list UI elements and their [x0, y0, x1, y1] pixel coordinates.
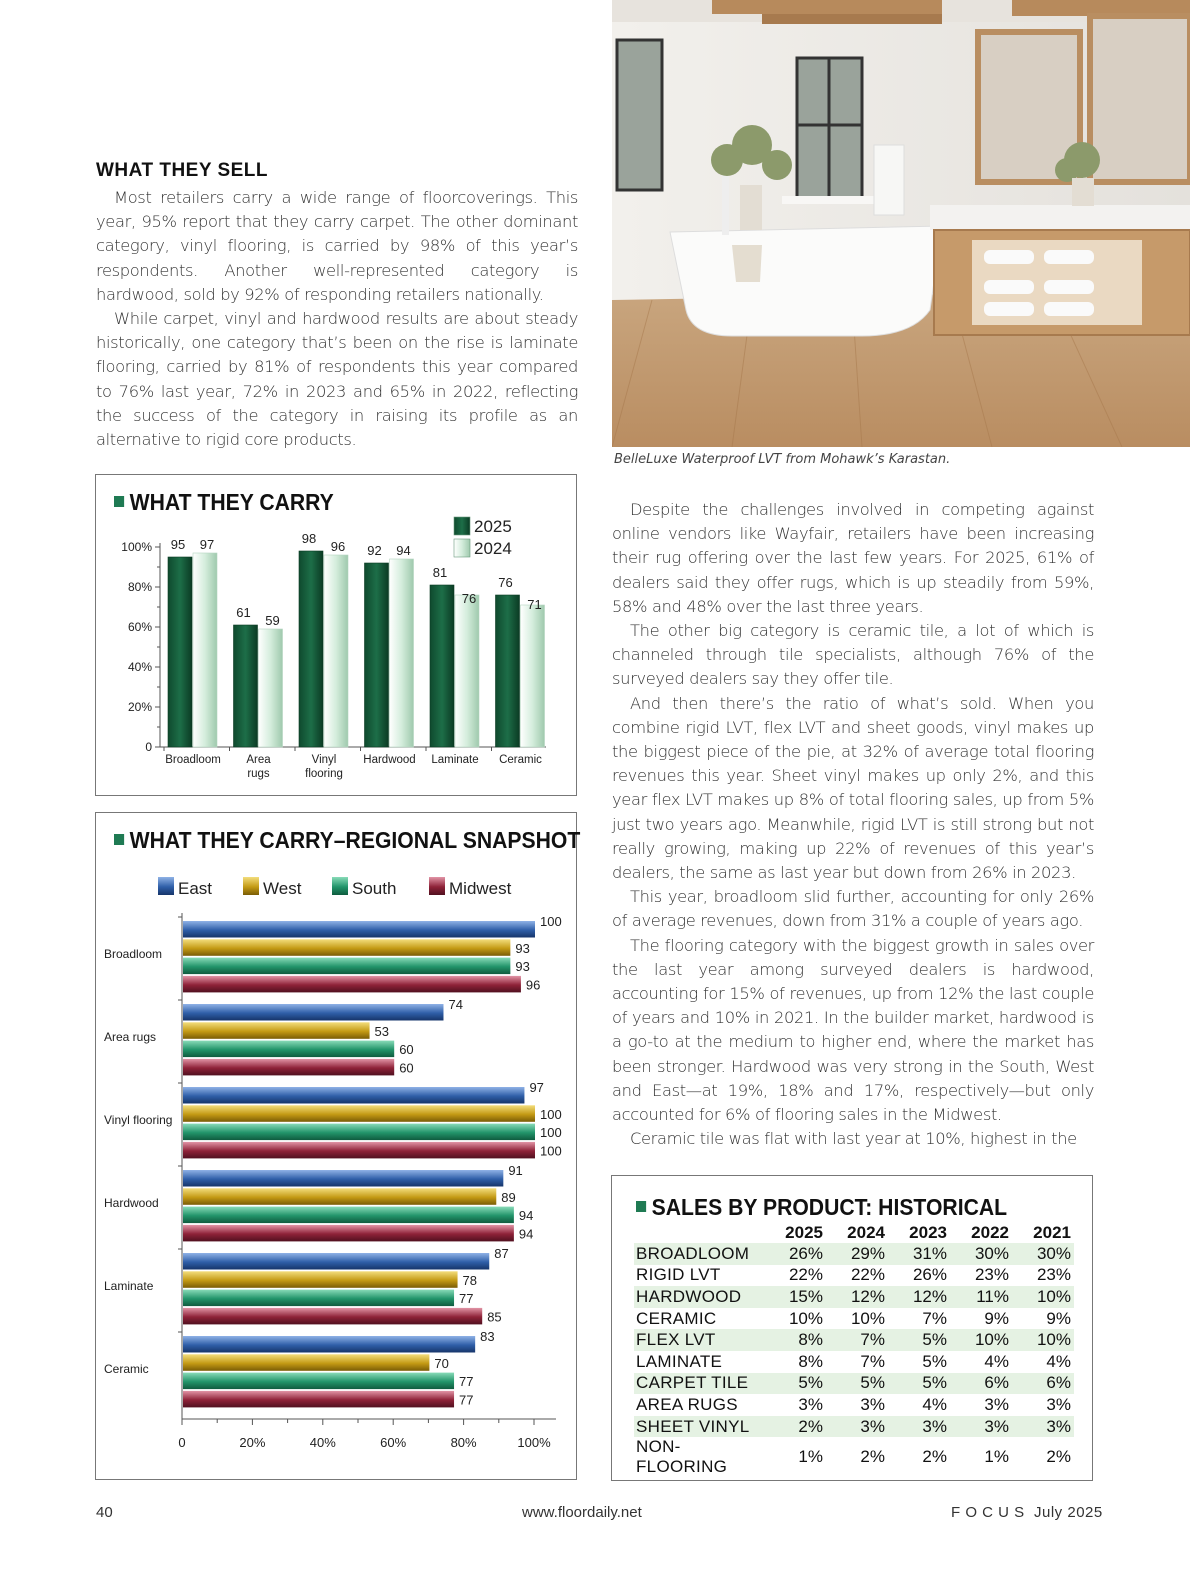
legend-label: West	[263, 879, 302, 898]
bar-Midwest	[183, 1142, 535, 1159]
chart-title: WHAT THEY CARRY	[129, 489, 334, 515]
paragraph: And then there’s the ratio of what’s sold. When you combine rigid LVT, flex LVT and sheet goods, vinyl makes up the biggest piece of the pie, at 32% of average total flooring revenues this year. Sheet vinyl makes up only 2%, and this year flex LVT makes up 8% of total flooring sales, up from 5% just two years ago. Meanwhile, rigid LVT is still strong but not really growing, making up 22% of revenues of this year’s dealers, the same as last year but down from 26% in 2023.	[612, 693, 1094, 883]
y-tick-label: 0	[145, 740, 152, 754]
row-label: AREA RUGS	[636, 1394, 738, 1414]
cell-value: 7%	[922, 1308, 947, 1328]
bar-South	[183, 958, 510, 975]
legend-label: South	[352, 879, 397, 898]
data-label: 81	[432, 565, 448, 580]
x-tick-label: 60%	[380, 1435, 407, 1450]
cell-value: 30%	[950, 1243, 1012, 1265]
cell-value: 8%	[764, 1329, 826, 1351]
paragraph: Ceramic tile was flat with last year at 10%, highest in the	[630, 1129, 1077, 1149]
bar-Midwest	[183, 976, 521, 993]
data-label: 83	[480, 1329, 495, 1344]
cell-value: 10%	[788, 1308, 823, 1328]
cell-value: 2%	[1046, 1447, 1071, 1467]
bar-2024	[521, 605, 545, 747]
section-heading: WHAT THEY SELL	[96, 160, 269, 181]
header-blank	[634, 1222, 764, 1243]
row-label: SHEET VINYL	[634, 1416, 764, 1438]
cell-value: 26%	[912, 1265, 947, 1285]
legend-label: Midwest	[449, 879, 512, 898]
data-label: 77	[459, 1374, 474, 1390]
table-row	[634, 1416, 1074, 1438]
cell-value: 4%	[984, 1351, 1009, 1371]
cell-value: 2%	[860, 1447, 885, 1467]
y-tick-label: Hardwood	[104, 1196, 159, 1210]
cell-value: 10%	[950, 1329, 1012, 1351]
legend-swatch	[454, 539, 470, 557]
y-tick-label: Area rugs	[104, 1030, 157, 1044]
table-row	[634, 1394, 1074, 1416]
x-tick-label: 80%	[450, 1435, 477, 1450]
cell-value: 4%	[922, 1394, 947, 1414]
bar-East	[183, 1004, 443, 1021]
cell-value: 7%	[826, 1329, 888, 1351]
legend-label: 2024	[474, 539, 512, 558]
bar-2025	[234, 625, 258, 747]
header-year: 2023	[909, 1222, 947, 1242]
bar-South	[183, 1041, 394, 1058]
paragraph: The other big category is ceramic tile, a lot of which is channeled through tile specialists, although 76% of the surveyed dealers say they offer tile.	[612, 621, 1094, 689]
bar-2025	[365, 563, 389, 747]
regional-snapshot-chart	[95, 812, 581, 1480]
chart-title: WHAT THEY CARRY–REGIONAL SNAPSHOT	[129, 827, 581, 853]
data-label: 96	[330, 539, 346, 554]
legend-swatch	[243, 877, 259, 895]
cell-value: 3%	[1046, 1394, 1071, 1414]
y-tick-label: 100%	[121, 540, 152, 554]
cell-value: 1%	[798, 1447, 823, 1467]
bar-2025	[496, 595, 520, 747]
paragraph: This year, broadloom slid further, accounting for only 26% of average revenues, down from 31% a couple of years ago.	[612, 887, 1094, 931]
sales-by-product-table	[611, 1175, 1093, 1481]
page-number: 40	[96, 1504, 113, 1521]
paragraph: Most retailers carry a wide range of floorcoverings. This year, 95% report that they carry carpet. The other dominant category, vinyl flooring, is carried by 98% of this year’s respondents. Another well-represented category is hardwood, sold by 92% of responding retailers nationally.	[96, 188, 578, 304]
data-label: 100	[540, 914, 562, 929]
cell-value: 3%	[826, 1416, 888, 1438]
x-tick-label: Vinyl	[311, 754, 337, 766]
x-tick-label: 100%	[517, 1435, 551, 1450]
what-they-carry-chart	[95, 474, 577, 796]
bar-East	[183, 1087, 524, 1104]
table-title: SALES BY PRODUCT: HISTORICAL	[651, 1194, 1008, 1220]
vertical-bar-chart	[96, 475, 576, 795]
bar-West	[183, 1105, 535, 1122]
x-tick-label: 0	[178, 1435, 186, 1450]
bar-2025	[168, 557, 192, 747]
y-tick-label: 60%	[127, 620, 152, 634]
cell-value: 3%	[888, 1416, 950, 1438]
data-label: 95	[170, 537, 186, 552]
row-label: CERAMIC	[636, 1308, 717, 1328]
cell-value: 8%	[798, 1351, 823, 1371]
data-label: 60	[399, 1060, 414, 1076]
cell-value: 9%	[984, 1308, 1009, 1328]
cell-value: 11%	[950, 1286, 1012, 1308]
cell-value: 23%	[974, 1265, 1009, 1285]
cell-value: 3%	[798, 1394, 823, 1414]
bar-South	[183, 1124, 535, 1141]
row-label: CARPET TILE	[634, 1373, 764, 1395]
header-year: 2024	[847, 1222, 885, 1242]
cell-value: 23%	[1036, 1265, 1071, 1285]
bar-West	[183, 1188, 496, 1205]
row-label: NON-FLOORING	[636, 1437, 728, 1477]
x-tick-label: rugs	[247, 768, 270, 780]
header-year: 2022	[971, 1222, 1009, 1242]
data-label: 87	[494, 1246, 509, 1261]
x-tick-label: flooring	[305, 768, 343, 780]
bar-2025	[299, 551, 323, 747]
data-label: 93	[515, 940, 530, 956]
bar-2024	[193, 553, 217, 747]
cell-value: 1%	[984, 1447, 1009, 1467]
website-url: www.floordaily.net	[522, 1504, 642, 1521]
data-label: 61	[236, 605, 251, 620]
row-label: HARDWOOD	[634, 1286, 764, 1308]
y-tick-label: Broadloom	[104, 947, 163, 961]
cell-value: 9%	[1046, 1308, 1071, 1328]
data-label: 76	[498, 575, 513, 590]
bar-East	[183, 921, 535, 938]
data-label: 89	[501, 1189, 516, 1205]
x-tick-label: Area	[246, 754, 271, 766]
cell-value: 5%	[826, 1373, 888, 1395]
cell-value: 2%	[764, 1416, 826, 1438]
data-label: 94	[396, 543, 411, 558]
table-row	[634, 1351, 1074, 1373]
table-row	[634, 1437, 1074, 1477]
y-tick-label: 20%	[127, 700, 152, 714]
data-label: 70	[434, 1355, 449, 1371]
data-label: 85	[487, 1309, 502, 1325]
cell-value: 12%	[888, 1286, 950, 1308]
data-label: 78	[462, 1272, 478, 1288]
data-label: 94	[518, 1208, 534, 1224]
row-label: RIGID LVT	[636, 1265, 721, 1285]
bar-Midwest	[183, 1308, 482, 1325]
cell-value: 3%	[984, 1394, 1009, 1414]
paragraph: Despite the challenges involved in competing against online vendors like Wayfair, retailers have been increasing their rug offering over the last few years. For 2025, 61% of dealers said they offer rugs, which is up steadily from 59%, 58% and 48% over the last three years.	[612, 500, 1094, 616]
bar-East	[183, 1253, 489, 1270]
cell-value: 30%	[1012, 1243, 1074, 1265]
y-tick-label: 80%	[127, 580, 152, 594]
cell-value: 3%	[1012, 1416, 1074, 1438]
bar-South	[183, 1373, 454, 1390]
y-tick-label: 40%	[127, 660, 152, 674]
table-row	[634, 1373, 1074, 1395]
x-tick-label: Broadloom	[165, 754, 221, 766]
x-tick-label: 40%	[309, 1435, 336, 1450]
data-label: 100	[540, 1125, 562, 1141]
bar-East	[183, 1336, 475, 1353]
bar-Midwest	[183, 1059, 394, 1076]
cell-value: 31%	[888, 1243, 950, 1265]
cell-value: 5%	[922, 1351, 947, 1371]
bar-2024	[455, 595, 479, 747]
y-tick-label: Ceramic	[104, 1362, 149, 1376]
data-label: 94	[518, 1226, 534, 1242]
data-label: 71	[527, 597, 542, 612]
cell-value: 6%	[1012, 1373, 1074, 1395]
title-marker	[636, 1201, 646, 1212]
cell-value: 3%	[860, 1394, 885, 1414]
bar-Midwest	[183, 1225, 514, 1242]
photo-caption: BelleLuxe Waterproof LVT from Mohawk’s Karastan.	[614, 452, 951, 467]
legend-swatch	[429, 877, 445, 895]
bar-West	[183, 1022, 370, 1039]
bar-East	[183, 1170, 503, 1187]
table-row	[634, 1243, 1074, 1265]
cell-value: 12%	[826, 1286, 888, 1308]
data-label: 53	[374, 1023, 390, 1039]
header-year: 2025	[785, 1222, 823, 1242]
x-tick-label: Ceramic	[499, 754, 542, 766]
product-photo	[612, 0, 1190, 447]
article-right-column	[612, 498, 1094, 1151]
x-tick-label: 20%	[239, 1435, 266, 1450]
cell-value: 4%	[1046, 1351, 1071, 1371]
cell-value: 22%	[788, 1265, 823, 1285]
data-label: 76	[461, 591, 477, 606]
bar-2025	[430, 585, 454, 747]
data-label: 92	[367, 543, 382, 558]
cell-value: 26%	[764, 1243, 826, 1265]
cell-value: 10%	[1012, 1286, 1074, 1308]
publication-info: F O C U S July 2025	[951, 1504, 1103, 1521]
x-tick-label: Hardwood	[363, 754, 416, 766]
y-tick-label: Vinyl flooring	[104, 1113, 173, 1127]
paragraph: While carpet, vinyl and hardwood results are about steady historically, one category that’s been on the rise is laminate flooring, carried by 81% of respondents this year compared to 76% last year, 72% in 2023 and 65% in 2022, reflecting the success of the category in raising its profile as an alternative to rigid core products.	[96, 309, 578, 450]
data-label: 97	[529, 1080, 544, 1095]
table-row	[634, 1286, 1074, 1308]
cell-value: 29%	[826, 1243, 888, 1265]
data-label: 60	[399, 1042, 414, 1058]
legend-label: East	[178, 879, 213, 898]
legend-label: 2025	[474, 517, 512, 536]
cell-value: 3%	[950, 1416, 1012, 1438]
cell-value: 2%	[922, 1447, 947, 1467]
data-label: 91	[508, 1163, 523, 1178]
bar-Midwest	[183, 1391, 454, 1408]
data-label: 98	[301, 531, 317, 546]
table-row	[634, 1265, 1074, 1287]
sales-table	[634, 1222, 1074, 1477]
bar-2024	[390, 559, 414, 747]
row-label: LAMINATE	[636, 1351, 723, 1371]
data-label: 96	[525, 977, 541, 993]
data-label: 77	[459, 1392, 474, 1408]
x-tick-label: Laminate	[431, 754, 479, 766]
cell-value: 10%	[1012, 1329, 1074, 1351]
cell-value: 7%	[860, 1351, 885, 1371]
cell-value: 15%	[764, 1286, 826, 1308]
cell-value: 5%	[888, 1373, 950, 1395]
data-label: 100	[540, 1106, 562, 1122]
data-label: 97	[199, 537, 215, 552]
table-header-row	[634, 1222, 1074, 1243]
bathroom-illustration	[612, 0, 1190, 447]
cell-value: 6%	[950, 1373, 1012, 1395]
bar-South	[183, 1207, 514, 1224]
data-label: 74	[448, 997, 463, 1012]
data-label: 93	[515, 959, 530, 975]
table-row	[634, 1329, 1074, 1351]
bar-South	[183, 1290, 454, 1307]
data-label: 77	[459, 1291, 474, 1307]
bar-West	[183, 1271, 458, 1288]
article-left-column	[96, 160, 578, 452]
cell-value: 22%	[850, 1265, 885, 1285]
row-label: BROADLOOM	[634, 1243, 764, 1265]
legend-swatch	[158, 877, 174, 895]
bar-West	[183, 939, 510, 956]
table-row	[634, 1308, 1074, 1330]
row-label: FLEX LVT	[634, 1329, 764, 1351]
data-label: 59	[265, 613, 280, 628]
cell-value: 5%	[888, 1329, 950, 1351]
data-label: 100	[540, 1143, 562, 1159]
legend-swatch	[454, 517, 470, 535]
header-year: 2021	[1033, 1222, 1071, 1242]
paragraph: The flooring category with the biggest growth in sales over the last year among surveyed dealers is hardwood, accounting for 15% of revenues, up from 12% the last couple of years and 10% in 2021. In the builder market, hardwood is a go-to at the medium to higher end, where the market has been stronger. Hardwood was very strong in the South, West and East—at 19%, 18% and 17%, respectively—but only accounted for 6% of flooring sales in the Midwest.	[612, 935, 1094, 1125]
cell-value: 5%	[764, 1373, 826, 1395]
horizontal-bar-chart	[96, 813, 576, 1479]
legend-swatch	[332, 877, 348, 895]
bar-West	[183, 1354, 429, 1371]
cell-value: 10%	[850, 1308, 885, 1328]
bar-2024	[324, 555, 348, 747]
y-tick-label: Laminate	[104, 1279, 154, 1293]
bar-2024	[259, 629, 283, 747]
